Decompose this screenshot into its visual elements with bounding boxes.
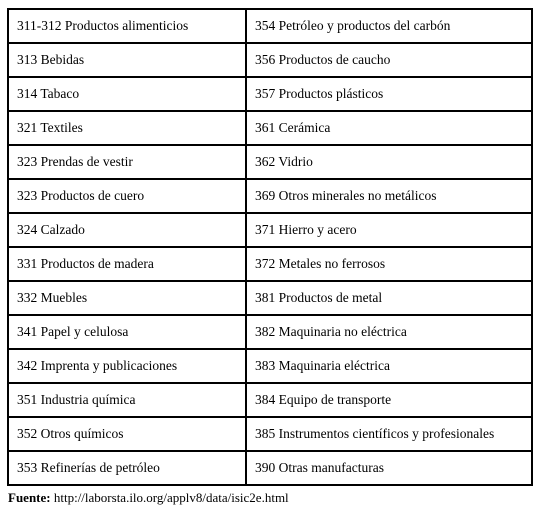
table-cell-left: 332 Muebles	[8, 281, 246, 315]
table-row	[8, 77, 532, 111]
table-cell-left: 323 Productos de cuero	[8, 179, 246, 213]
table-cell-left: 353 Refinerías de petróleo	[8, 451, 246, 485]
industry-classification-table	[7, 8, 533, 486]
table-cell-right: 361 Cerámica	[246, 111, 532, 145]
table-cell-left: 311-312 Productos alimenticios	[8, 9, 246, 43]
table-row	[8, 179, 532, 213]
table-cell-left: 331 Productos de madera	[8, 247, 246, 281]
table-row	[8, 111, 532, 145]
table-cell-right: 356 Productos de caucho	[246, 43, 532, 77]
table-cell-left: 323 Prendas de vestir	[8, 145, 246, 179]
table-cell-right: 369 Otros minerales no metálicos	[246, 179, 532, 213]
table-cell-right: 385 Instrumentos científicos y profesionales	[246, 417, 532, 451]
table-row	[8, 315, 532, 349]
table-cell-left: 351 Industria química	[8, 383, 246, 417]
table-cell-right: 381 Productos de metal	[246, 281, 532, 315]
table-row	[8, 43, 532, 77]
table-cell-right: 390 Otras manufacturas	[246, 451, 532, 485]
table-cell-left: 352 Otros químicos	[8, 417, 246, 451]
table-cell-left: 341 Papel y celulosa	[8, 315, 246, 349]
table-cell-left: 314 Tabaco	[8, 77, 246, 111]
source-label: Fuente:	[8, 490, 51, 505]
table-cell-right: 383 Maquinaria eléctrica	[246, 349, 532, 383]
table-cell-right: 354 Petróleo y productos del carbón	[246, 9, 532, 43]
table-cell-right: 372 Metales no ferrosos	[246, 247, 532, 281]
table-row	[8, 9, 532, 43]
table-row	[8, 281, 532, 315]
table-cell-right: 382 Maquinaria no eléctrica	[246, 315, 532, 349]
table-row	[8, 213, 532, 247]
table-cell-right: 357 Productos plásticos	[246, 77, 532, 111]
table-row	[8, 349, 532, 383]
table-row	[8, 247, 532, 281]
table-cell-left: 342 Imprenta y publicaciones	[8, 349, 246, 383]
table-cell-right: 384 Equipo de transporte	[246, 383, 532, 417]
table-row	[8, 145, 532, 179]
table-row	[8, 417, 532, 451]
table-cell-left: 324 Calzado	[8, 213, 246, 247]
table-cell-right: 371 Hierro y acero	[246, 213, 532, 247]
source-note	[8, 490, 289, 506]
table-row	[8, 383, 532, 417]
table-cell-right: 362 Vidrio	[246, 145, 532, 179]
table-cell-left: 321 Textiles	[8, 111, 246, 145]
table-row	[8, 451, 532, 485]
table-cell-left: 313 Bebidas	[8, 43, 246, 77]
industry-classification-table-container	[7, 8, 531, 486]
source-url: http://laborsta.ilo.org/applv8/data/isic2e.html	[53, 490, 289, 505]
